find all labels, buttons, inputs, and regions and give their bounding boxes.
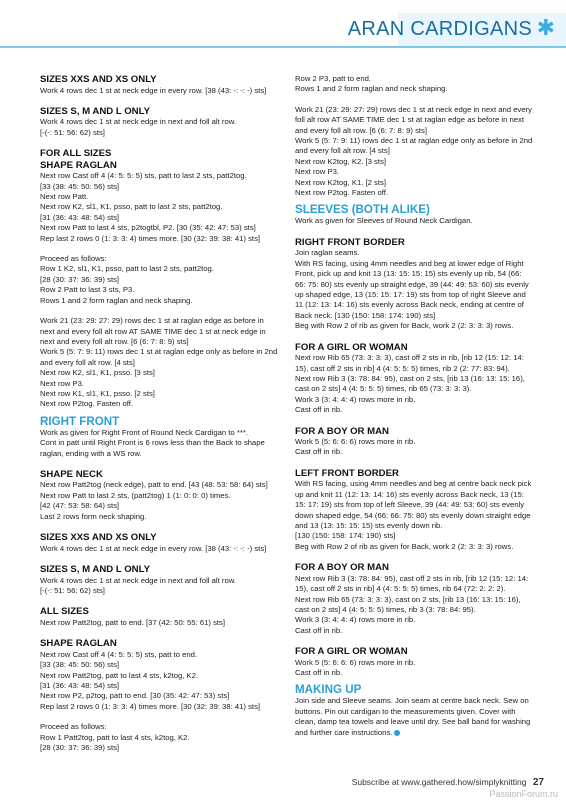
heading-making-up: MAKING UP xyxy=(295,683,362,697)
heading-right-front-border: RIGHT FRONT BORDER xyxy=(295,236,405,248)
heading-sizes-xxs-xs: SIZES XXS AND XS ONLY xyxy=(40,532,157,544)
instruction: Cont in patt until Right Front is 6 rows less than the Back to shape raglan, ending with a WS row. xyxy=(40,438,265,458)
instruction: Next row Patt2tog, patt to end. [37 (42: 50: 55: 61) sts] xyxy=(40,617,226,627)
instruction: Work 5 (5: 6: 6: 6) rows more in rib. xyxy=(295,437,416,447)
instruction: Next row Cast off 4 (4: 5: 5: 5) sts, patt to end. xyxy=(40,649,198,659)
instruction: [28 (30: 37: 36: 39) sts] xyxy=(40,274,120,284)
instruction: [42 (47: 53: 58: 64) sts] xyxy=(40,501,120,511)
instruction: Work 5 (5: 7: 9: 11) rows dec 1 st at raglan edge only as before in 2nd and every foll alt row. [4 sts] xyxy=(40,347,278,367)
instruction: Work 21 (23: 29: 27: 29) rows dec 1 st at raglan edge as before in next and every foll alt row AT SAME TIME dec 1 st at neck edge in next and every foll alt row. [6 (6: 7: 8: 9) sts] xyxy=(40,316,266,346)
instruction: Proceed as follows: xyxy=(40,254,107,264)
making-up-text: Join side and Sleeve seams. Join seam at centre back neck. Sew on buttons. Pin out cardigan to the measurements given. Cover with clean, damp tea towels and leave until dry. See ball band for washing and further care instructions. xyxy=(295,696,531,737)
instruction: [28 (30: 37: 36: 39) sts] xyxy=(40,742,120,752)
heading-girl-woman: FOR A GIRL OR WOMAN xyxy=(295,341,408,353)
instruction: Row 2 P3, patt to end. xyxy=(295,74,372,83)
instruction: Next row P3. xyxy=(40,378,85,388)
instruction: Next row Rib 3 (3: 78: 84: 95), cast on 2 sts, [rib 13 (16: 13: 15: 16), cast on 2 sts] 4 (4: 5: 5: 5) times, rib 65 (73: 3: 3: 3). xyxy=(295,373,525,394)
instruction: Next row P3. xyxy=(295,167,340,177)
instruction: Next row Patt2tog (neck edge), patt to end. [43 (48: 53: 58: 64) sts] xyxy=(40,480,268,490)
instruction: Next row Patt2tog, patt to last 4 sts, k2tog, K2. xyxy=(40,670,199,680)
header-rule xyxy=(0,46,566,48)
paragraph: Work 4 rows dec 1 st at neck edge in next and foll alt row. xyxy=(40,117,236,127)
instruction: Next row P2tog. Fasten off. xyxy=(40,399,134,409)
heading-right-front: RIGHT FRONT xyxy=(40,414,120,428)
heading-shape-neck: SHAPE NECK xyxy=(40,468,103,480)
heading-left-front-border: LEFT FRONT BORDER xyxy=(295,467,399,479)
instruction: [130 (150: 158: 174: 190) sts] xyxy=(295,531,396,541)
instruction: [-(-: 51: 56: 62) sts] xyxy=(40,585,105,595)
instruction: Work 5 (5: 7: 9: 11) rows dec 1 st at raglan edge only as before in 2nd and every foll alt row. [4 sts] xyxy=(295,136,533,156)
instruction: Cast off in rib. xyxy=(295,668,343,678)
instruction: Proceed as follows: xyxy=(40,722,107,732)
instruction: Next row Patt to last 2 sts, (patt2tog) 1 (1: 0: 0: 0) times. xyxy=(40,490,231,500)
watermark: PassionForum.ru xyxy=(489,789,558,799)
instruction: Last 2 rows form neck shaping. xyxy=(40,511,147,521)
heading-boy-man: FOR A BOY OR MAN xyxy=(295,562,389,574)
instruction: Next row K2, sl1, K1, psso. [3 sts] xyxy=(40,368,155,378)
heading-all-sizes: ALL SIZES xyxy=(40,606,89,618)
section-title: ARAN CARDIGANS xyxy=(347,18,532,40)
instruction xyxy=(295,696,533,738)
left-column xyxy=(40,74,278,753)
heading-all-sizes: FOR ALL SIZES xyxy=(40,148,112,160)
instruction: Row 1 K2, sl1, K1, psso, patt to last 2 sts, patt2tog. xyxy=(40,264,214,274)
instruction: Rep last 2 rows 0 (1: 3: 3: 4) times more. [30 (32: 39: 38: 41) sts] xyxy=(40,701,261,711)
instruction: Next row Rib 65 (73: 3: 3: 3), cast on 2 sts, [rib 13 (16: 13: 15: 16), cast on 2 sts] 4 (4: 5: 5: 5) times, rib 3 (3: 78: 84: 95). xyxy=(295,594,521,614)
heading-sleeves: SLEEVES (BOTH ALIKE) xyxy=(295,203,430,217)
instruction: Work as given for Sleeves of Round Neck Cardigan. xyxy=(295,216,473,226)
paragraph: [-(-: 51: 56: 62) sts] xyxy=(40,127,105,137)
heading-shape-raglan: SHAPE RAGLAN xyxy=(40,638,117,650)
instruction: Work 3 (3: 4: 4: 4) rows more in rib. xyxy=(295,394,416,404)
heading-sizes-s-m-l: SIZES S, M AND L ONLY xyxy=(40,564,150,575)
instruction: Rows 1 and 2 form raglan and neck shaping. xyxy=(295,84,448,94)
instruction: Beg with Row 2 of rib as given for Back, work 2 (2: 3: 3: 3) rows. xyxy=(295,541,514,551)
instruction: Rows 1 and 2 form raglan and neck shaping. xyxy=(40,295,193,305)
instruction: Work 3 (3: 4: 4: 4) rows more in rib. xyxy=(295,615,416,625)
instruction: Rep last 2 rows 0 (1: 3: 3: 4) times more. [30 (32: 39: 38: 41) sts] xyxy=(40,233,261,243)
instruction: Row 1 Patt2tog, patt to last 4 sts, k2tog, K2. xyxy=(40,732,190,742)
instruction: Next row P2, p2tog, patt to end. [30 (35: 42: 47: 53) sts] xyxy=(40,691,230,701)
instruction: Next row K1, sl1, K1, psso. [2 sts] xyxy=(40,388,155,398)
instruction: [31 (36: 43: 48: 54) sts] xyxy=(40,680,120,690)
instruction: Next row Rib 3 (3: 78: 84: 95), cast off 2 sts in rib, [rib 12 (15: 12: 14: 15), cast off 2 sts in rib] 4 (4: 5: 5: 5) times, rib 64 (72: 2: 2: 2). xyxy=(295,573,529,594)
instruction: Next row K2, sl1, K1, psso, patt to last 2 sts, patt2tog. xyxy=(40,202,223,212)
instruction: Beg with Row 2 of rib as given for Back, work 2 (2: 3: 3: 3) rows. xyxy=(295,321,514,331)
instruction: [33 (38: 45: 50: 56) sts] xyxy=(40,181,120,191)
end-marker-icon xyxy=(394,730,400,736)
instruction: Work 4 rows dec 1 st at neck edge in every row. [38 (43: -: -: -) sts] xyxy=(40,543,267,553)
page-number: 27 xyxy=(532,777,544,788)
instruction: Next row Cast off 4 (4: 5: 5: 5) sts, patt to last 2 sts, patt2tog. xyxy=(40,171,247,181)
instruction: Work 21 (23: 29: 27: 29) rows dec 1 st at neck edge in next and every foll alt row AT SAME TIME dec 1 st at raglan edge as before in next and every foll alt row. [6 (6: 7: 8: 9) sts] xyxy=(295,104,533,135)
instruction: Work 4 rows dec 1 st at neck edge in next and foll alt row. xyxy=(40,575,236,585)
page-header xyxy=(0,13,566,47)
asterisk-icon: ✱ xyxy=(536,15,555,40)
instruction: With RS facing, using 4mm needles and beg at centre back neck pick up and knit 11 (12: 13: 14: 16) sts evenly across Back neck, 13 (15: 15: 17: 19) sts from top of left Sleeve, 39 (44: 49: 53: 60) sts evenly down shaped edge, 54 (66: 66: 75: 80) sts evenly down straight edge and 13 (13: 15: 15: 15) sts evenly down rib. xyxy=(295,479,532,530)
instruction: Next row P2tog. Fasten off. xyxy=(295,188,389,198)
instruction: [31 (36: 43: 48: 54) sts] xyxy=(40,212,120,222)
heading-sizes-s-m-l: SIZES S, M AND L ONLY xyxy=(40,105,150,117)
instruction: Next row K2tog, K1. [2 sts] xyxy=(295,177,387,187)
heading-sizes-xxs-xs: SIZES XXS AND XS ONLY xyxy=(40,74,157,85)
right-column xyxy=(295,74,533,738)
instruction: Cast off in rib. xyxy=(295,447,343,457)
heading-boy-man: FOR A BOY OR MAN xyxy=(295,425,389,437)
instruction: Next row Patt. xyxy=(40,192,89,202)
paragraph: Work 4 rows dec 1 st at neck edge in every row. [38 (43: -: -: -) sts] xyxy=(40,85,267,95)
instruction: Work as given for Right Front of Round Neck Cardigan to ***. xyxy=(40,427,248,437)
instruction: Next row Rib 65 (73: 3: 3: 3), cast off 2 sts in rib, [rib 12 (15: 12: 14: 15), cast off 2 sts in rib] 4 (4: 5: 5: 5) times, rib 2 (2: 77: 83: 94). xyxy=(295,353,524,373)
instruction: Next row Patt to last 4 sts, p2togtbl, P2. [30 (35: 42: 47: 53) sts] xyxy=(40,223,256,233)
instruction: Row 2 Patt to last 3 sts, P3. xyxy=(40,285,135,295)
subscribe-link[interactable]: Subscribe at www.gathered.how/simplyknitting xyxy=(351,777,527,787)
instruction: Work 5 (5: 6: 6: 6) rows more in rib. xyxy=(295,657,416,667)
instruction: Join raglan seams. xyxy=(295,248,360,258)
page-footer xyxy=(352,777,544,788)
instruction: Cast off in rib. xyxy=(295,625,343,635)
instruction: Next row K2tog, K2. [3 sts] xyxy=(295,156,387,166)
heading-girl-woman: FOR A GIRL OR WOMAN xyxy=(295,646,408,658)
instruction: Cast off in rib. xyxy=(295,405,343,415)
instruction: [33 (38: 45: 50: 56) sts] xyxy=(40,660,120,670)
instruction: With RS facing, using 4mm needles and beg at lower edge of Right Front, pick up and knit 13 (13: 15: 15: 15) sts evenly up rib, 54 (66: 66: 75: 80) sts evenly up straight edge, 39 (44: 49: 53: 60) sts evenly up shaped edge, 13 (15: 15: 17: 19) sts from top of right Sleeve and 11 (12: 13: 14: 16) sts evenly across Back neck, ending at centre of Back neck. [130 (150: 158: 174: 190) sts] xyxy=(295,258,529,320)
heading-shape-raglan: SHAPE RAGLAN xyxy=(40,159,117,171)
